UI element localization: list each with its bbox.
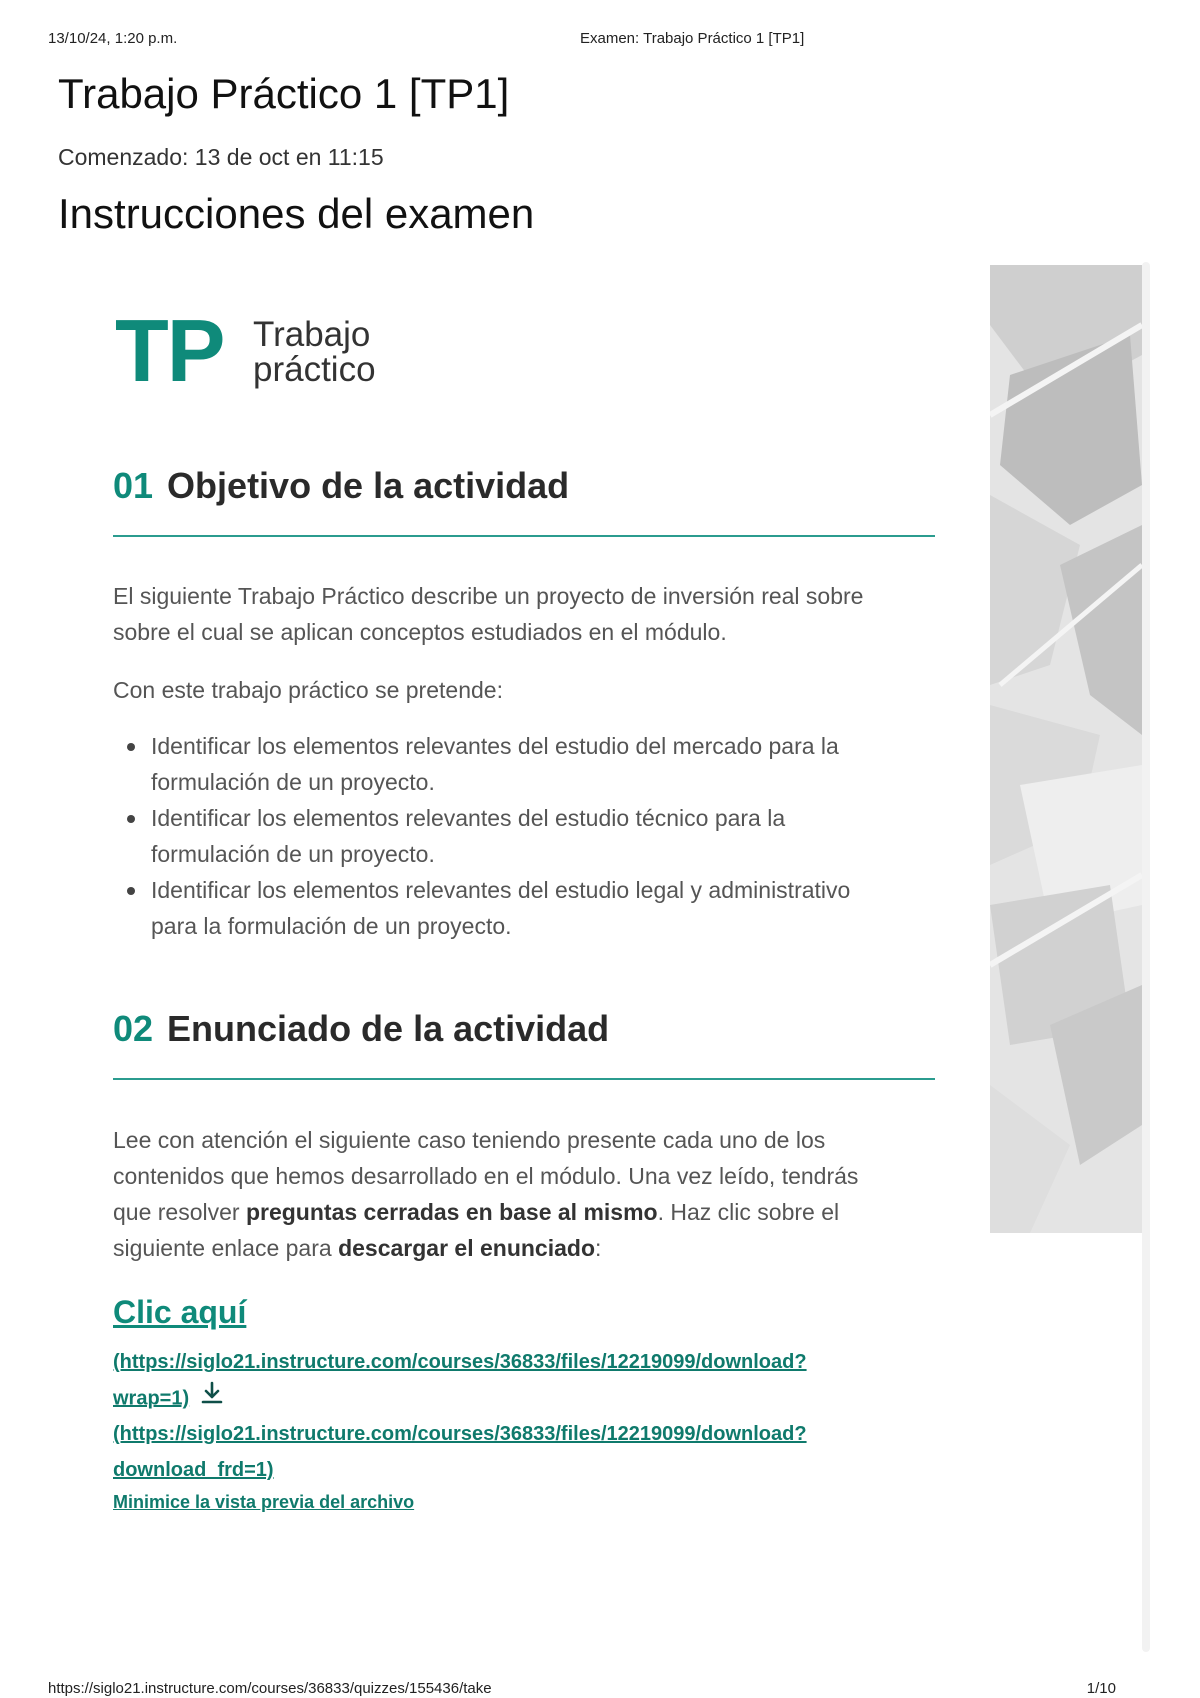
tp-logo <box>115 301 395 400</box>
quiz-started-time: Comenzado: 13 de oct en 11:15 <box>58 144 384 170</box>
section-divider <box>113 535 935 537</box>
instructions-title: Instrucciones del examen <box>58 190 535 237</box>
download-statement-link[interactable]: Clic aquí <box>113 1294 247 1330</box>
section-objective-heading <box>113 465 569 507</box>
tp-logo-line2: práctico <box>253 350 376 389</box>
file-preview-link[interactable] <box>113 1344 807 1418</box>
tp-logo-text <box>253 317 376 387</box>
section-statement-heading <box>113 1008 609 1050</box>
text-line: siguiente enlace para <box>113 1235 339 1261</box>
text-line: contenidos que hemos desarrollado en el módulo. Una vez leído, tendrás <box>113 1163 859 1189</box>
section-number: 02 <box>113 1008 154 1049</box>
text-line: sobre el cual se aplican conceptos estudiados en el módulo. <box>113 619 727 645</box>
download-icon <box>199 1380 225 1418</box>
objective-paragraph <box>113 578 933 650</box>
print-footer <box>48 1680 1152 1696</box>
statement-paragraph <box>113 1122 933 1266</box>
objective-list <box>113 728 933 944</box>
file-download-link[interactable] <box>113 1416 807 1488</box>
section-title: Enunciado de la actividad <box>167 1008 610 1049</box>
quiz-title: Trabajo Práctico 1 [TP1] <box>58 70 510 117</box>
objective-intro: Con este trabajo práctico se pretende: <box>113 677 503 703</box>
link-url-line: wrap=1) <box>113 1387 190 1410</box>
print-header <box>48 30 1152 50</box>
section-number: 01 <box>113 465 154 506</box>
text-line: que resolver <box>113 1199 246 1225</box>
text-line: Identificar los elementos relevantes del estudio legal y administrativo <box>151 877 851 903</box>
text-line: formulación de un proyecto. <box>151 841 435 867</box>
section-title: Objetivo de la actividad <box>167 465 570 506</box>
bold-text: descargar el enunciado <box>338 1235 595 1261</box>
print-page-title: Examen: Trabajo Práctico 1 [TP1] <box>580 30 805 47</box>
link-url-line: download_frd=1) <box>113 1459 274 1481</box>
page-number: 1/10 <box>1086 1680 1116 1697</box>
link-url-line: (https://siglo21.instructure.com/courses/36833/files/12219099/download? <box>113 1351 807 1373</box>
minimize-preview-link[interactable]: Minimice la vista previa del archivo <box>113 1492 415 1512</box>
text-line: . Haz clic sobre el <box>657 1199 840 1225</box>
text-line: formulación de un proyecto. <box>151 769 435 795</box>
tp-logo-line1: Trabajo <box>253 315 371 354</box>
text-line: Lee con atención el siguiente caso teniendo presente cada uno de los <box>113 1127 826 1153</box>
preview-scrollbar[interactable] <box>1142 262 1150 1652</box>
bold-text: preguntas cerradas en base al mismo <box>245 1199 658 1225</box>
print-date: 13/10/24, 1:20 p.m. <box>48 30 178 47</box>
list-item <box>113 728 933 800</box>
text-line: para la formulación de un proyecto. <box>151 913 512 939</box>
section-divider <box>113 1078 935 1080</box>
text-line: El siguiente Trabajo Práctico describe un proyecto de inversión real sobre <box>113 583 864 609</box>
tp-logo-letters: TP <box>115 301 224 400</box>
decorative-side-image <box>990 265 1142 1233</box>
text-line: : <box>595 1235 602 1261</box>
list-item <box>113 800 933 872</box>
link-url-line: (https://siglo21.instructure.com/courses/36833/files/12219099/download? <box>113 1423 807 1445</box>
text-line: Identificar los elementos relevantes del estudio del mercado para la <box>151 733 839 759</box>
list-item <box>113 872 933 944</box>
text-line: Identificar los elementos relevantes del estudio técnico para la <box>151 805 786 831</box>
print-url: https://siglo21.instructure.com/courses/36833/quizzes/155436/take <box>48 1680 492 1697</box>
